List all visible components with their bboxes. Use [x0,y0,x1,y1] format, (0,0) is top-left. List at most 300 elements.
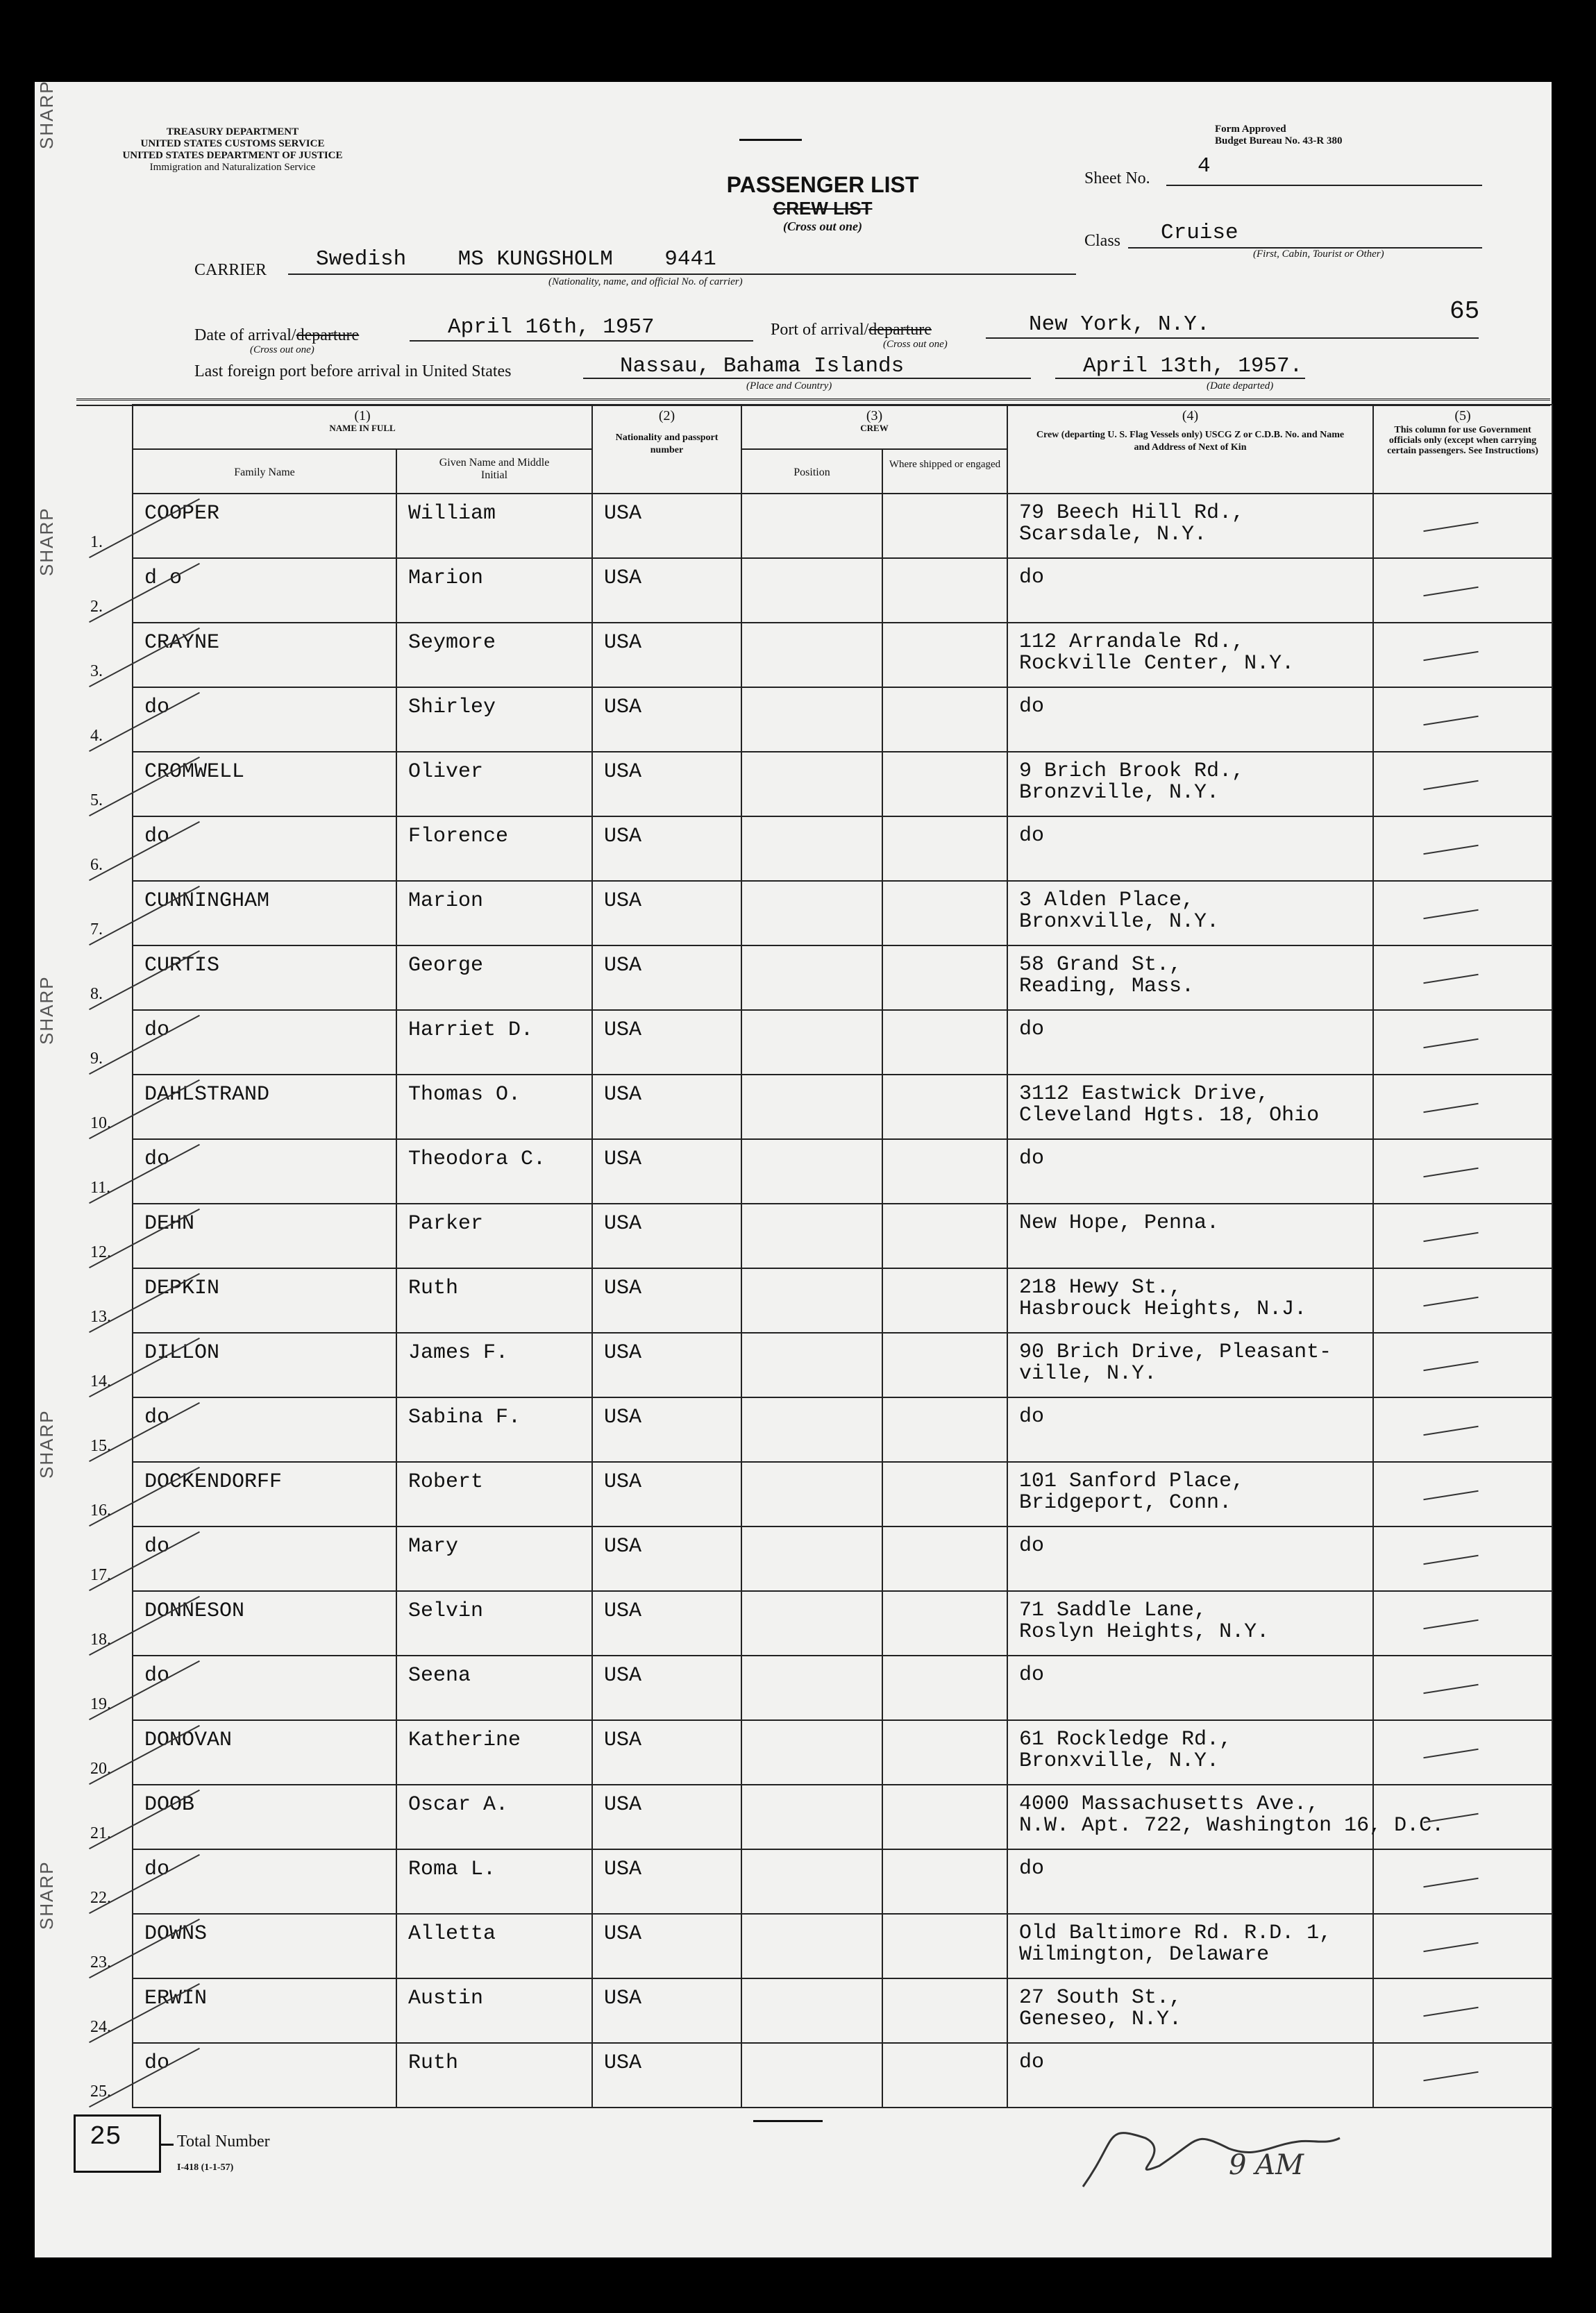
address-cell [1007,558,1373,623]
official-use-cell [1373,1914,1552,1978]
address-line1: 101 Sanford Place, [1019,1470,1245,1493]
position-cell [741,558,882,623]
handwritten-time: 9 AM [1229,2149,1304,2181]
official-use-cell [1373,623,1552,687]
official-use-cell [1373,1720,1552,1785]
shipped-cell [882,1720,1007,1785]
family-name-cell [133,2043,396,2108]
family-name-cell [133,1849,396,1914]
address-cell [1007,1075,1373,1139]
given-name-text: Theodora C. [408,1147,546,1171]
position-cell [741,881,882,945]
nationality-cell [592,816,741,881]
official-use-cell [1373,1526,1552,1591]
nationality-cell [592,1010,741,1075]
agency-line3: UNITED STATES DEPARTMENT OF JUSTICE [122,150,343,161]
address-line2: Cleveland Hgts. 18, Ohio [1019,1104,1320,1127]
table-row [133,1139,1552,1204]
col4-header [1007,405,1373,494]
nationality-text: USA [604,1018,642,1042]
row-number: 11. [90,1179,111,1197]
col2-header [592,405,741,494]
shipped-cell [882,1333,1007,1397]
row-number: 10. [90,1114,111,1132]
nationality-cell [592,1333,741,1397]
sheet-number: 4 [1198,154,1211,178]
family-name-cell [133,816,396,881]
address-cell [1007,1914,1373,1978]
col1-number: (1) [354,408,371,423]
table-row [133,494,1552,558]
table-row [133,1849,1552,1914]
family-name-text: CRAYNE [144,631,220,655]
position-cell [741,1462,882,1526]
address-line1: do [1019,824,1045,848]
port-departure-struck: departure [868,321,932,339]
given-name-cell [396,752,592,816]
col2-number: (2) [658,408,675,423]
given-name-text: Harriet D. [408,1018,534,1042]
given-name-cell [396,1397,592,1462]
address-cell [1007,881,1373,945]
family-name-cell [133,1785,396,1849]
official-use-cell [1373,1075,1552,1139]
given-name-cell [396,1720,592,1785]
position-cell [741,1656,882,1720]
family-name-text: d o [144,566,183,590]
arrival-port-label [771,321,932,339]
address-line1: 218 Hewy St., [1019,1276,1182,1300]
table-row [133,1526,1552,1591]
address-line1: do [1019,2051,1045,2074]
row-number: 2. [90,598,103,616]
class-value: Cruise [1161,221,1238,245]
table-row [133,1010,1552,1075]
shipped-cell [882,1591,1007,1656]
address-line1: do [1019,1857,1045,1881]
address-line1: do [1019,1405,1045,1429]
family-name-text: do [144,696,170,719]
family-name-cell [133,1139,396,1204]
family-name-text: do [144,1664,170,1688]
official-use-cell [1373,2043,1552,2108]
title-block [694,172,951,234]
given-name-cell [396,1462,592,1526]
nationality-text: USA [604,696,642,719]
nationality-text: USA [604,1729,642,1752]
nationality-cell [592,945,741,1010]
given-name-text: Marion [408,889,484,913]
nationality-text: USA [604,1987,642,2010]
form-title: PASSENGER LIST [726,172,919,197]
address-line1: do [1019,1147,1045,1170]
table-row [133,816,1552,881]
table-row [133,1914,1552,1978]
given-name-text: Roma L. [408,1858,496,1881]
address-line1: Old Baltimore Rd. R.D. 1, [1019,1921,1332,1945]
address-line1: do [1019,1663,1045,1687]
official-use-cell [1373,1268,1552,1333]
given-name-cell [396,1268,592,1333]
position-cell [741,623,882,687]
given-name-text: Oliver [408,760,484,784]
position-cell [741,1204,882,1268]
position-cell [741,945,882,1010]
given-name-cell [396,687,592,752]
family-name-text: DOWNS [144,1922,208,1946]
sharp-stamp: SHARP [36,507,57,576]
address-cell [1007,1010,1373,1075]
address-line2: Bridgeport, Conn. [1019,1491,1232,1515]
table-row [133,1204,1552,1268]
family-name-cell [133,1914,396,1978]
row-number: 5. [90,791,103,809]
position-cell [741,1591,882,1656]
family-name-text: do [144,1147,170,1171]
last-port-line [583,378,1031,379]
position-cell [741,1849,882,1914]
given-name-cell [396,1656,592,1720]
address-cell [1007,1720,1373,1785]
arrival-date-text: Date of arrival/ [194,326,296,344]
date-departed-value: April 13th, 1957. [1083,354,1303,378]
family-name-cell [133,1397,396,1462]
budget-bureau-line: Budget Bureau No. 43-R 380 [1215,135,1343,146]
family-name-cell [133,881,396,945]
shipped-cell [882,1785,1007,1849]
sharp-stamp: SHARP [36,80,57,149]
address-line1: 112 Arrandale Rd., [1019,630,1245,654]
nationality-cell [592,752,741,816]
col3-title: CREW [860,423,889,433]
row-number: 3. [90,662,103,680]
cross-out-note: (Cross out one) [782,219,863,233]
col5-title: This column for use Government officials only (except when carrying certain passengers. See Instructions) [1387,425,1538,456]
family-name-label: Family Name [234,466,295,478]
given-name-cell [396,1526,592,1591]
nationality-text: USA [604,1470,642,1494]
row-number: 7. [90,920,103,939]
nationality-text: USA [604,889,642,913]
given-name-text: Seena [408,1664,471,1688]
position-cell [741,1978,882,2043]
form-code: I-418 (1-1-57) [177,2162,234,2173]
table-row [133,752,1552,816]
arrival-date-value: April 16th, 1957 [448,315,655,339]
table-row [133,623,1552,687]
nationality-text: USA [604,1341,642,1365]
table-row [133,1268,1552,1333]
given-name-text: Robert [408,1470,484,1494]
total-value: 25 [90,2122,121,2152]
official-use-cell [1373,816,1552,881]
address-cell [1007,1656,1373,1720]
given-name-text: Shirley [408,696,496,719]
address-line2: Geneseo, N.Y. [1019,2008,1182,2031]
address-line1: 79 Beech Hill Rd., [1019,501,1245,525]
nationality-text: USA [604,1535,642,1558]
total-box [74,2114,161,2173]
position-label: Position [793,466,830,478]
address-line1: 27 South St., [1019,1986,1182,2010]
position-cell [741,1333,882,1397]
table-row [133,2043,1552,2108]
given-name-text: Katherine [408,1729,521,1752]
address-cell [1007,1978,1373,2043]
position-cell [741,1720,882,1785]
row-number: 4. [90,727,103,745]
family-name-text: DOCKENDORFF [144,1470,283,1494]
nationality-text: USA [604,1858,642,1881]
address-line1: 9 Brich Brook Rd., [1019,759,1245,783]
address-cell [1007,1462,1373,1526]
nationality-text: USA [604,1083,642,1107]
total-dash [160,2144,174,2146]
given-name-cell [396,1785,592,1849]
position-cell [741,816,882,881]
official-use-cell [1373,1010,1552,1075]
position-cell [741,1268,882,1333]
family-name-cell [133,1268,396,1333]
given-name-text: Parker [408,1212,484,1236]
table-row [133,1656,1552,1720]
nationality-cell [592,881,741,945]
total-label: Total Number [177,2133,270,2151]
given-name-cell [396,1075,592,1139]
col4-title: Crew (departing U. S. Flag Vessels only) USCG Z or C.D.B. No. and Name and Address of Next of Kin [1036,430,1345,453]
nationality-cell [592,1139,741,1204]
nationality-text: USA [604,2051,642,2075]
position-cell [741,2043,882,2108]
family-name-text: do [144,1858,170,1881]
nationality-text: USA [604,825,642,848]
official-use-cell [1373,687,1552,752]
shipped-cell [882,1397,1007,1462]
family-name-text: DONNESON [144,1599,245,1623]
official-use-cell [1373,1139,1552,1204]
shipped-cell [882,1849,1007,1914]
address-cell [1007,1526,1373,1591]
address-line1: do [1019,695,1045,718]
given-name-text: George [408,954,484,977]
family-name-cell [133,623,396,687]
shipped-cell [882,558,1007,623]
address-cell [1007,1204,1373,1268]
official-use-cell [1373,1591,1552,1656]
table-row [133,1462,1552,1526]
table-row [133,1333,1552,1397]
last-port-label: Last foreign port before arrival in United States [194,362,512,380]
nationality-cell [592,2043,741,2108]
position-cell [741,1010,882,1075]
sharp-stamp: SHARP [36,975,57,1045]
shipped-cell [882,816,1007,881]
given-name-cell [396,558,592,623]
family-name-cell [133,752,396,816]
agency-block [76,126,389,174]
family-name-cell [133,1656,396,1720]
given-name-text: Seymore [408,631,496,655]
shipped-cell [882,1204,1007,1268]
address-cell [1007,945,1373,1010]
row-number: 15. [90,1437,111,1455]
row-number: 22. [90,1889,111,1907]
address-cell [1007,1591,1373,1656]
col1-title: NAME IN FULL [329,423,396,433]
table-row [133,881,1552,945]
address-cell [1007,1333,1373,1397]
table-row [133,1978,1552,2043]
nationality-cell [592,1591,741,1656]
address-line1: New Hope, Penna. [1019,1211,1220,1235]
row-number: 9. [90,1050,103,1068]
family-name-header [133,449,396,494]
given-name-text: Alletta [408,1922,496,1946]
table-row [133,945,1552,1010]
official-use-cell [1373,1204,1552,1268]
family-name-cell [133,1010,396,1075]
family-name-text: do [144,825,170,848]
official-use-cell [1373,1462,1552,1526]
row-number: 1. [90,533,103,551]
arrival-port-text: Port of arrival/ [771,321,869,339]
nationality-cell [592,1785,741,1849]
col5-number: (5) [1454,408,1471,423]
position-cell [741,1785,882,1849]
col4-number: (4) [1182,408,1199,423]
given-name-cell [396,1204,592,1268]
row-number: 6. [90,856,103,874]
sheet-line [1166,185,1482,186]
given-name-text: William [408,502,496,525]
family-name-text: ERWIN [144,1987,208,2010]
row-number: 16. [90,1502,111,1520]
address-cell [1007,1849,1373,1914]
family-name-text: CUNNINGHAM [144,889,270,913]
nationality-text: USA [604,760,642,784]
shipped-cell [882,623,1007,687]
col3-number: (3) [866,408,883,423]
sharp-stamp: SHARP [36,1860,57,1930]
given-name-cell [396,1139,592,1204]
given-name-cell [396,1914,592,1978]
nationality-text: USA [604,502,642,525]
row-number: 8. [90,985,103,1003]
table-row [133,1591,1552,1656]
family-name-text: DAHLSTRAND [144,1083,270,1107]
arrival-date-note: (Cross out one) [250,344,314,355]
nationality-text: USA [604,1147,642,1171]
given-name-cell [396,494,592,558]
nationality-cell [592,1914,741,1978]
row-number: 17. [90,1566,111,1584]
row-number: 19. [90,1695,111,1713]
crew-list-struck: CREW LIST [773,198,873,219]
family-name-cell [133,1462,396,1526]
given-name-text: Florence [408,825,509,848]
address-line2: Rockville Center, N.Y. [1019,652,1295,675]
address-line1: do [1019,1018,1045,1041]
given-name-cell [396,1591,592,1656]
address-line1: 3 Alden Place, [1019,889,1195,912]
given-name-cell [396,945,592,1010]
agency-line4: Immigration and Naturalization Service [149,162,316,173]
given-name-text: Ruth [408,2051,459,2075]
address-cell [1007,1785,1445,1849]
nationality-cell [592,1204,741,1268]
family-name-cell [133,1591,396,1656]
nationality-cell [592,494,741,558]
address-cell [1007,1268,1373,1333]
inspector-signature [1062,2110,1381,2201]
nationality-cell [592,1978,741,2043]
carrier-value: Swedish MS KUNGSHOLM 9441 [316,247,716,271]
nationality-cell [592,623,741,687]
position-header [741,449,882,494]
row-number: 13. [90,1308,111,1326]
given-name-text: Sabina F. [408,1406,521,1429]
shipped-cell [882,1914,1007,1978]
nationality-text: USA [604,954,642,977]
given-name-text: Thomas O. [408,1083,521,1107]
shipped-label: Where shipped or engaged [889,459,1001,470]
nationality-text: USA [604,1793,642,1817]
given-name-label: Given Name and Middle Initial [439,457,550,481]
form-approval [1215,124,1343,147]
nationality-cell [592,687,741,752]
address-line1: 4000 Massachusetts Ave., [1019,1792,1320,1816]
col5-header [1373,405,1552,494]
table-row [133,1785,1552,1849]
nationality-cell [592,1075,741,1139]
nationality-cell [592,1526,741,1591]
last-port-note: (Place and Country) [746,380,832,392]
departure-struck: departure [296,326,360,344]
given-name-header [396,449,592,494]
address-line1: 71 Saddle Lane, [1019,1599,1207,1622]
address-cell [1007,2043,1373,2108]
address-line2: Bronxville, N.Y. [1019,910,1220,934]
form-approved-line: Form Approved [1215,124,1286,135]
given-name-text: Selvin [408,1599,484,1623]
carrier-label: CARRIER [194,261,267,279]
position-cell [741,494,882,558]
position-cell [741,1526,882,1591]
table-row [133,1075,1552,1139]
nationality-text: USA [604,566,642,590]
nationality-text: USA [604,1922,642,1946]
shipped-cell [882,1268,1007,1333]
nationality-cell [592,1397,741,1462]
family-name-cell [133,1204,396,1268]
title-dash [739,139,802,141]
nationality-cell [592,1720,741,1785]
arrival-date-line [410,340,753,342]
agency-line1: TREASURY DEPARTMENT [166,126,299,137]
given-name-cell [396,1849,592,1914]
address-line2: Hasbrouck Heights, N.J. [1019,1297,1307,1321]
address-line2: Wilmington, Delaware [1019,1943,1270,1967]
shipped-cell [882,1978,1007,2043]
given-name-text: James F. [408,1341,509,1365]
family-name-text: DILLON [144,1341,220,1365]
family-name-text: COOPER [144,502,220,525]
row-number: 21. [90,1824,111,1842]
class-note: (First, Cabin, Tourist or Other) [1253,249,1384,260]
agency-line2: UNITED STATES CUSTOMS SERVICE [140,138,325,149]
col1-header [133,405,592,449]
carrier-note: (Nationality, name, and official No. of carrier) [548,276,743,287]
